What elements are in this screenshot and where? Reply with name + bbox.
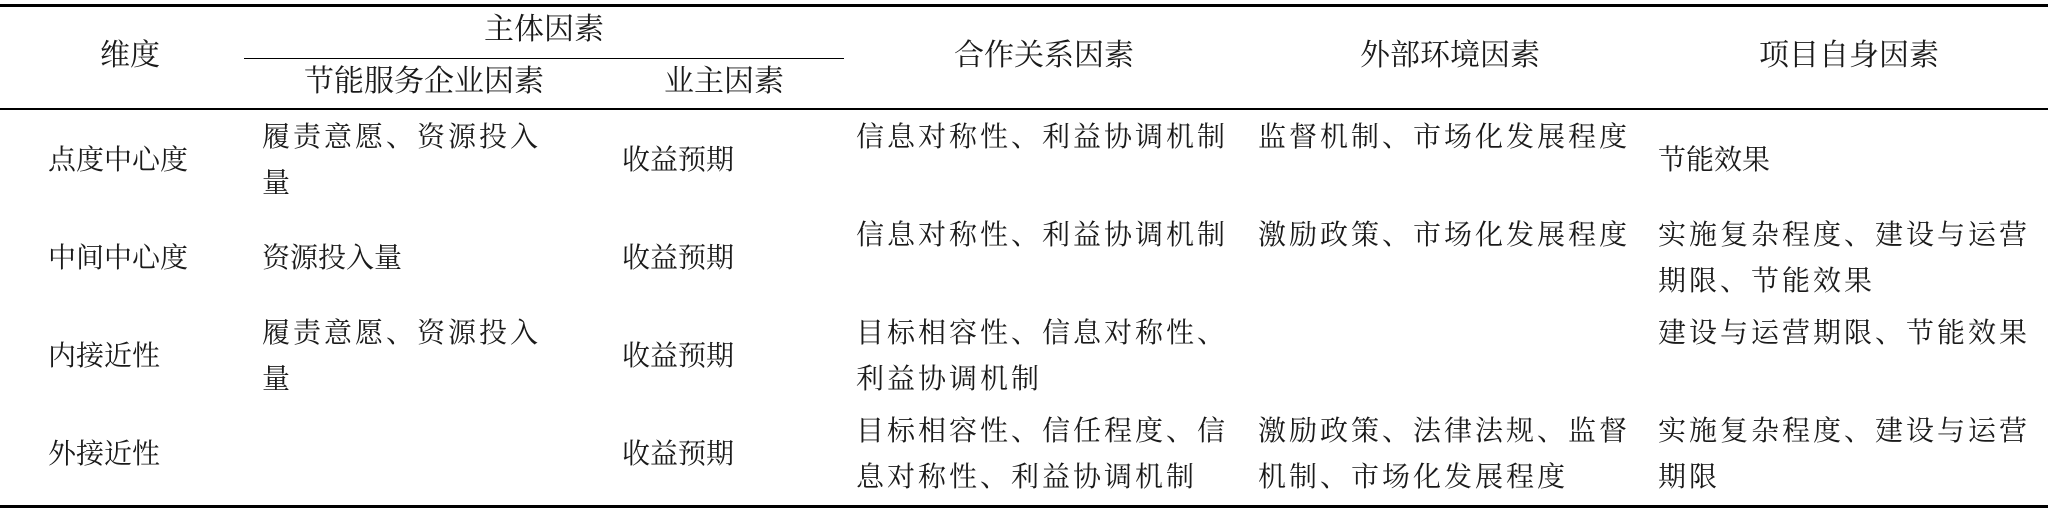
cell-cooperation: 信息对称性、利益协调机制 bbox=[856, 218, 1229, 251]
header-dimension: 维度 bbox=[100, 38, 160, 73]
cell-external: 激励政策、市场化发展程度 bbox=[1258, 218, 1631, 251]
header-subject-group: 主体因素 bbox=[484, 12, 604, 47]
cell-dimension: 内接近性 bbox=[48, 339, 161, 372]
cell-project: 实施复杂程度、建设与运营期限、节能效果 bbox=[1658, 218, 2031, 297]
cell-owner: 收益预期 bbox=[622, 339, 735, 372]
cell-external: 监督机制、市场化发展程度 bbox=[1258, 120, 1631, 153]
header-external: 外部环境因素 bbox=[1360, 38, 1540, 73]
cell-esco: 资源投入量 bbox=[262, 241, 403, 274]
cell-cooperation: 信息对称性、利益协调机制 bbox=[856, 120, 1229, 153]
group-rule bbox=[244, 58, 844, 59]
cell-esco: 履责意愿、资源投入量 bbox=[262, 316, 542, 395]
cell-owner: 收益预期 bbox=[622, 437, 735, 470]
bottom-rule bbox=[0, 505, 2048, 508]
cell-project: 节能效果 bbox=[1658, 143, 1771, 176]
header-esco: 节能服务企业因素 bbox=[304, 64, 544, 99]
cell-dimension: 点度中心度 bbox=[48, 143, 189, 176]
cell-dimension: 中间中心度 bbox=[48, 241, 189, 274]
cell-esco: 履责意愿、资源投入量 bbox=[262, 120, 542, 199]
header-owner: 业主因素 bbox=[664, 64, 784, 99]
cell-esco bbox=[262, 408, 562, 500]
header-cooperation: 合作关系因素 bbox=[954, 38, 1134, 73]
cell-project: 建设与运营期限、节能效果 bbox=[1658, 316, 2031, 349]
header-rule bbox=[0, 108, 2048, 110]
header-project: 项目自身因素 bbox=[1759, 38, 1939, 73]
cell-cooperation: 目标相容性、信息对称性、利益协调机制 bbox=[856, 316, 1229, 395]
top-rule bbox=[0, 4, 2048, 7]
cell-cooperation: 目标相容性、信任程度、信息对称性、利益协调机制 bbox=[856, 414, 1229, 493]
cell-owner: 收益预期 bbox=[622, 241, 735, 274]
cell-external: 激励政策、法律法规、监督机制、市场化发展程度 bbox=[1258, 414, 1631, 493]
cell-owner: 收益预期 bbox=[622, 143, 735, 176]
cell-dimension: 外接近性 bbox=[48, 437, 161, 470]
cell-project: 实施复杂程度、建设与运营期限 bbox=[1658, 414, 2031, 493]
